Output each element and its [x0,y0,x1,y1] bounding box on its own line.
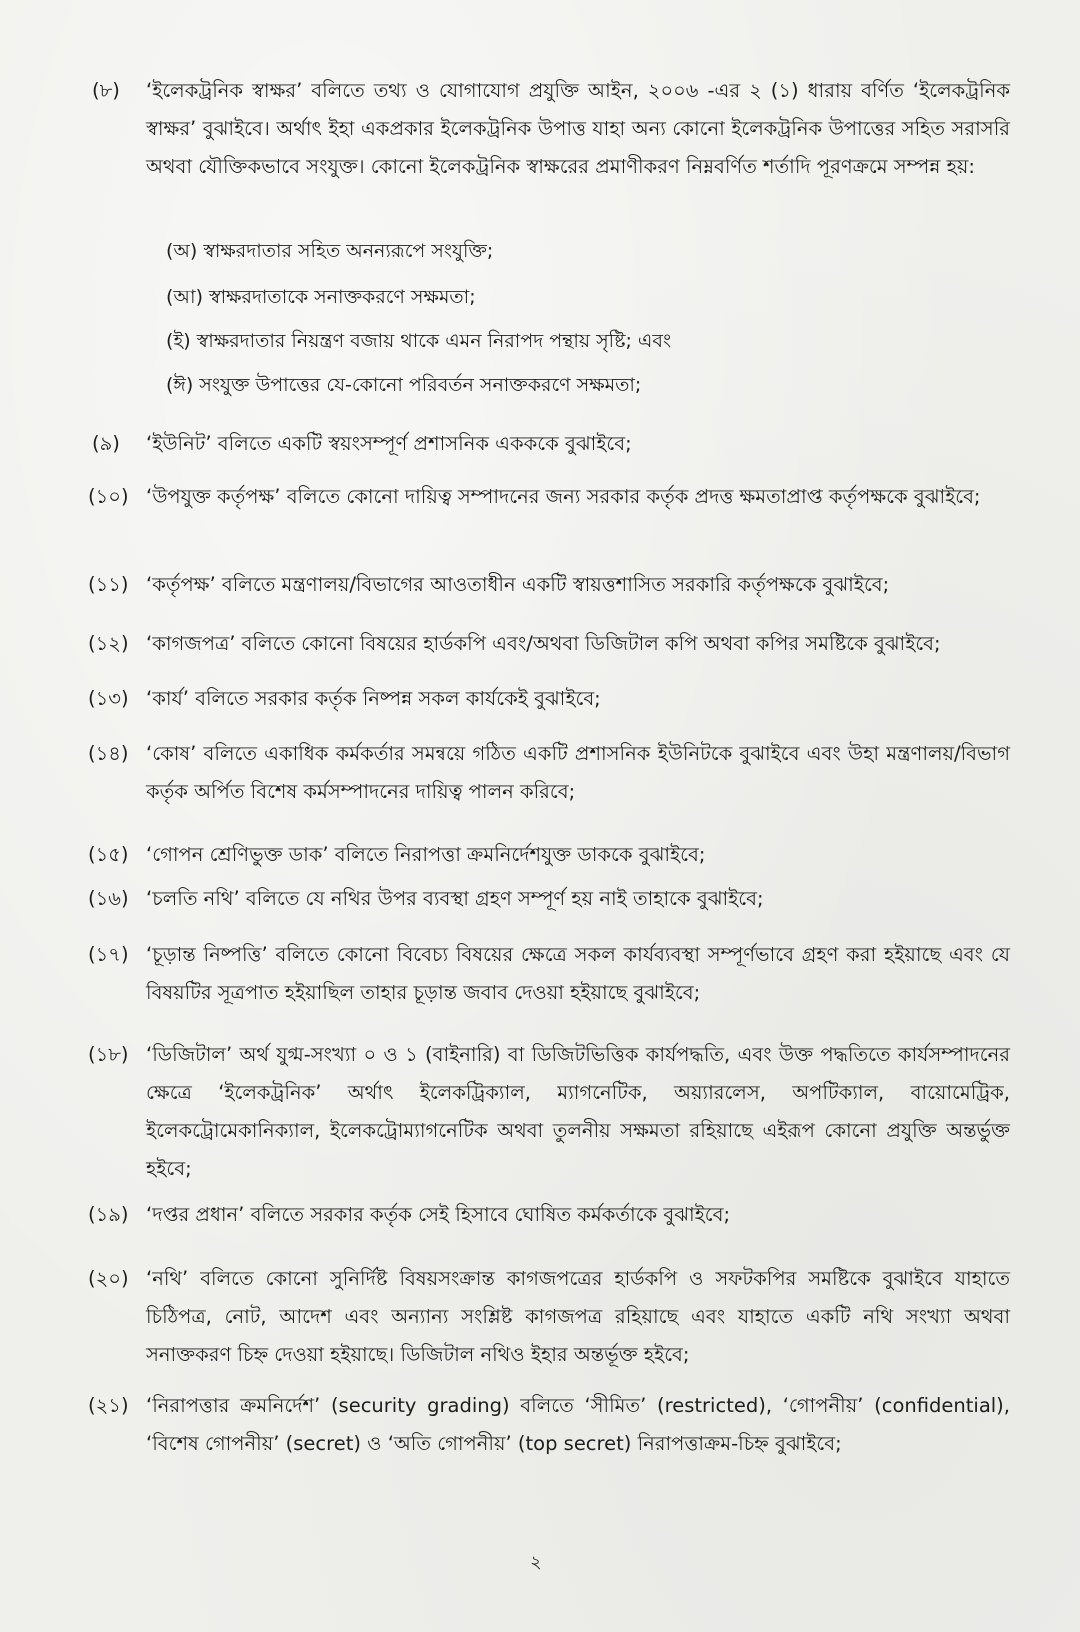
item-number: (১৫) [88,843,129,866]
page-number: ২ [530,1552,542,1573]
item-text: ‘ইলেকট্রনিক স্বাক্ষর’ বলিতে তথ্য ও যোগাযোগ প্রযুক্তি আইন, ২০০৬ -এর ২ (১) ধারায় বর্ণিত ‘ইলেকট্রনিক স্বাক্ষর’ বুঝাইবে। অর্থাৎ ইহা একপ্রকার ইলেকট্রনিক উপাত্ত যাহা অন্য কোনো ইলেকট্রনিক উপাত্তের সহিত সরাসরি অথবা যৌক্তিকভাবে সংযুক্ত। কোনো ইলেকট্রনিক স্বাক্ষরের প্রমাণীকরণ নিম্নবর্ণিত শর্তাদি পূরণক্রমে সম্পন্ন হয়: [146,79,1010,178]
item-text: ‘গোপন শ্রেণিভুক্ত ডাক’ বলিতে নিরাপত্তা ক্রমনির্দেশযুক্ত ডাককে বুঝাইবে; [146,843,706,866]
item-number: (১৮) [88,1043,129,1066]
subitem-a: (অ) স্বাক্ষরদাতার সহিত অনন্যরূপে সংযুক্তি; [166,240,494,262]
item-text: ‘উপযুক্ত কর্তৃপক্ষ’ বলিতে কোনো দায়িত্ব সম্পাদনের জন্য সরকার কর্তৃক প্রদত্ত ক্ষমতাপ্রাপ্ত কর্তৃপক্ষকে বুঝাইবে; [146,485,981,508]
item-text: ‘দপ্তর প্রধান’ বলিতে সরকার কর্তৃক সেই হিসাবে ঘোষিত কর্মকর্তাকে বুঝাইবে; [146,1203,731,1226]
subitem-ii: (ঈ) সংযুক্ত উপাত্তের যে-কোনো পরিবর্তন সনাক্তকরণে সক্ষমতা; [166,374,642,396]
item-number: (১৩) [88,687,129,710]
item-number: (১১) [88,573,129,596]
item-text: ‘ইউনিট’ বলিতে একটি স্বয়ংসম্পূর্ণ প্রশাসনিক একককে বুঝাইবে; [146,432,632,455]
item-number: (১৪) [88,742,129,765]
item-text: ‘কর্তৃপক্ষ’ বলিতে মন্ত্রণালয়/বিভাগের আওতাধীন একটি স্বায়ত্তশাসিত সরকারি কর্তৃপক্ষকে বুঝাইবে; [146,573,890,596]
item-text: ‘ডিজিটাল’ অর্থ যুগ্ম-সংখ্যা ০ ও ১ (বাইনারি) বা ডিজিটভিত্তিক কার্যপদ্ধতি, এবং উক্ত পদ্ধতিতে কার্যসম্পাদনের ক্ষেত্রে ‘ইলেকট্রনিক’ অর্থাৎ ইলেকট্রিক্যাল, ম্যাগনেটিক, অয়্যারলেস, অপটিক্যাল, বায়োমেট্রিক, ইলেকট্রোমেকানিক্যাল, ইলেকট্রোম্যাগনেটিক অথবা তুলনীয় সক্ষমতা রহিয়াছে এইরূপ কোনো প্রযুক্তি অন্তর্ভুক্ত হইবে; [146,1043,1010,1180]
item-text: ‘কোষ’ বলিতে একাধিক কর্মকর্তার সমন্বয়ে গঠিত একটি প্রশাসনিক ইউনিটকে বুঝাইবে এবং উহা মন্ত্রণালয়/বিভাগ কর্তৃক অর্পিত বিশেষ কর্মসম্পাদনের দায়িত্ব পালন করিবে; [146,742,1010,803]
item-text: ‘চূড়ান্ত নিষ্পত্তি’ বলিতে কোনো বিবেচ্য বিষয়ের ক্ষেত্রে সকল কার্যব্যবস্থা সম্পূর্ণভাবে গ্রহণ করা হইয়াছে এবং যে বিষয়টির সূত্রপাত হইয়াছিল তাহার চূড়ান্ত জবাব দেওয়া হইয়াছে বুঝাইবে; [146,943,1010,1004]
item-number: (২০) [88,1267,129,1290]
item-text: ‘চলতি নথি’ বলিতে যে নথির উপর ব্যবস্থা গ্রহণ সম্পূর্ণ হয় নাই তাহাকে বুঝাইবে; [146,887,764,910]
item-number: (২১) [88,1394,129,1417]
item-number: (৮) [92,79,120,102]
item-number: (১২) [88,632,129,655]
item-number: (১৬) [88,887,129,910]
subitem-aa: (আ) স্বাক্ষরদাতাকে সনাক্তকরণে সক্ষমতা; [166,286,476,308]
item-text: ‘কার্য’ বলিতে সরকার কর্তৃক নিষ্পন্ন সকল কার্যকেই বুঝাইবে; [146,687,601,710]
item-number: (১৭) [88,943,129,966]
item-text: ‘কাগজপত্র’ বলিতে কোনো বিষয়ের হার্ডকপি এবং/অথবা ডিজিটাল কপি অথবা কপির সমষ্টিকে বুঝাইবে; [146,632,941,655]
subitem-i: (ই) স্বাক্ষরদাতার নিয়ন্ত্রণ বজায় থাকে এমন নিরাপদ পন্থায় সৃষ্টি; এবং [166,330,672,352]
item-number: (৯) [92,432,120,455]
item-text: ‘নিরাপত্তার ক্রমনির্দেশ’ (security grading) বলিতে ‘সীমিত’ (restricted), ‘গোপনীয়’ (confidential), ‘বিশেষ গোপনীয়’ (secret) ও ‘অতি গোপনীয়’ (top secret) নিরাপত্তাক্রম-চিহ্ন বুঝাইবে; [146,1394,1010,1455]
item-number: (১৯) [88,1203,129,1226]
item-number: (১০) [88,485,129,508]
item-text: ‘নথি’ বলিতে কোনো সুনির্দিষ্ট বিষয়সংক্রান্ত কাগজপত্রের হার্ডকপি ও সফটকপির সমষ্টিকে বুঝাইবে যাহাতে চিঠিপত্র, নোট, আদেশ এবং অন্যান্য সংশ্লিষ্ট কাগজপত্র রহিয়াছে এবং যাহাতে একটি নথি সংখ্যা অথবা সনাক্তকরণ চিহ্ন দেওয়া হইয়াছে। ডিজিটাল নথিও ইহার অন্তর্ভূক্ত হইবে; [146,1267,1010,1366]
